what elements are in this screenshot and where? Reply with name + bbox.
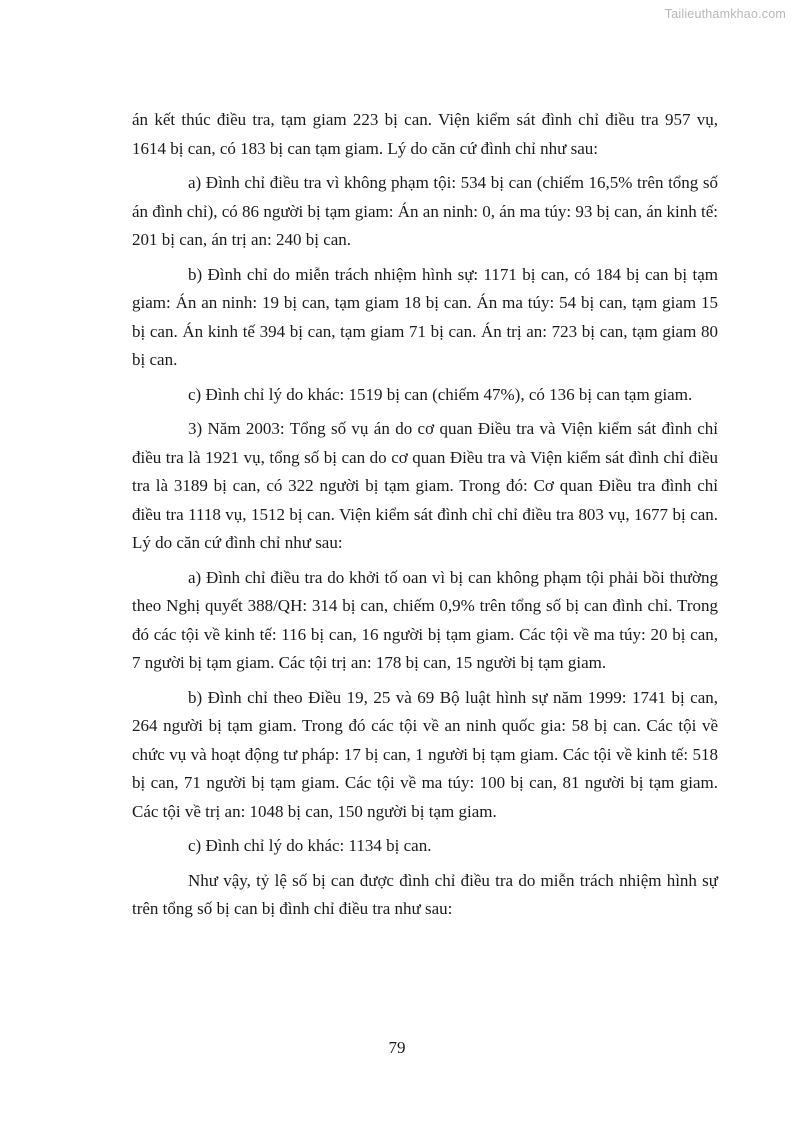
paragraph-item-b-2003: b) Đình chỉ theo Điều 19, 25 và 69 Bộ luật hình sự năm 1999: 1741 bị can, 264 người bị tạm giam. Trong đó các tội về an ninh quốc gia: 58 bị can. Các tội về chức vụ và hoạt động tư pháp: 17 bị can, 1 người bị tạm giam. Các tội về kinh tế: 518 bị can, 71 người bị tạm giam. Các tội về ma túy: 100 bị can, 81 người bị tạm giam. Các tội về trị an: 1048 bị can, 150 người bị tạm giam. — [132, 687, 718, 821]
paragraph-item-c-2003: c) Đình chỉ lý do khác: 1134 bị can. — [188, 836, 432, 855]
watermark-text: Tailieuthamkhao.com — [664, 7, 786, 21]
paragraph-year-2003: 3) Năm 2003: Tổng số vụ án do cơ quan Điều tra và Viện kiểm sát đình chỉ điều tra là 1921 vụ, tổng số bị can do cơ quan Điều tra và Viện kiểm sát đình chỉ điều tra là 3189 bị can, có 322 người bị tạm giam. Trong đó: Cơ quan Điều tra đình chỉ điều tra 1118 vụ, 1512 bị can. Viện kiểm sát đình chỉ chỉ điều tra 803 vụ, 1677 bị can. Lý do căn cứ đình chỉ như sau: — [132, 419, 718, 552]
paragraph-item-a-2003: a) Đình chỉ điều tra do khởi tố oan vì bị can không phạm tội phải bồi thường theo Nghị quyết 388/QH: 314 bị can, chiếm 0,9% trên tổng số bị can đình chỉ. Trong đó các tội về kinh tế: 116 bị can, 16 người bị tạm giam. Các tội về ma túy: 20 bị can, 7 người bị tạm giam. Các tội trị an: 178 bị can, 15 người bị tạm giam. — [132, 567, 718, 672]
page-number: 79 — [388, 1038, 406, 1057]
paragraph-conclusion: Như vậy, tỷ lệ số bị can được đình chỉ điều tra do miễn trách nhiệm hình sự trên tổng số bị can bị đình chỉ điều tra như sau: — [132, 870, 718, 918]
paragraph-continuation: án kết thúc điều tra, tạm giam 223 bị can. Viện kiểm sát đình chỉ điều tra 957 vụ, 1614 bị can, có 183 bị can tạm giam. Lý do căn cứ đình chỉ như sau: — [132, 110, 718, 158]
paragraph-item-b-2002: b) Đình chỉ do miễn trách nhiệm hình sự: 1171 bị can, có 184 bị can bị tạm giam: Án an ninh: 19 bị can, tạm giam 18 bị can. Án ma túy: 54 bị can, tạm giam 15 bị can. Án kinh tế 394 bị can, tạm giam 71 bị can. Án trị an: 723 bị can, tạm giam 80 bị can. — [132, 264, 718, 369]
paragraph-item-a-2002: a) Đình chỉ điều tra vì không phạm tội: 534 bị can (chiếm 16,5% trên tổng số án đình chỉ), có 86 người bị tạm giam: Án an ninh: 0, án ma túy: 93 bị can, án kinh tế: 201 bị can, án trị an: 240 bị can. — [132, 173, 718, 249]
paragraph-item-c-2002: c) Đình chỉ lý do khác: 1519 bị can (chiếm 47%), có 136 bị can tạm giam. — [188, 384, 693, 404]
document-body — [132, 106, 718, 930]
